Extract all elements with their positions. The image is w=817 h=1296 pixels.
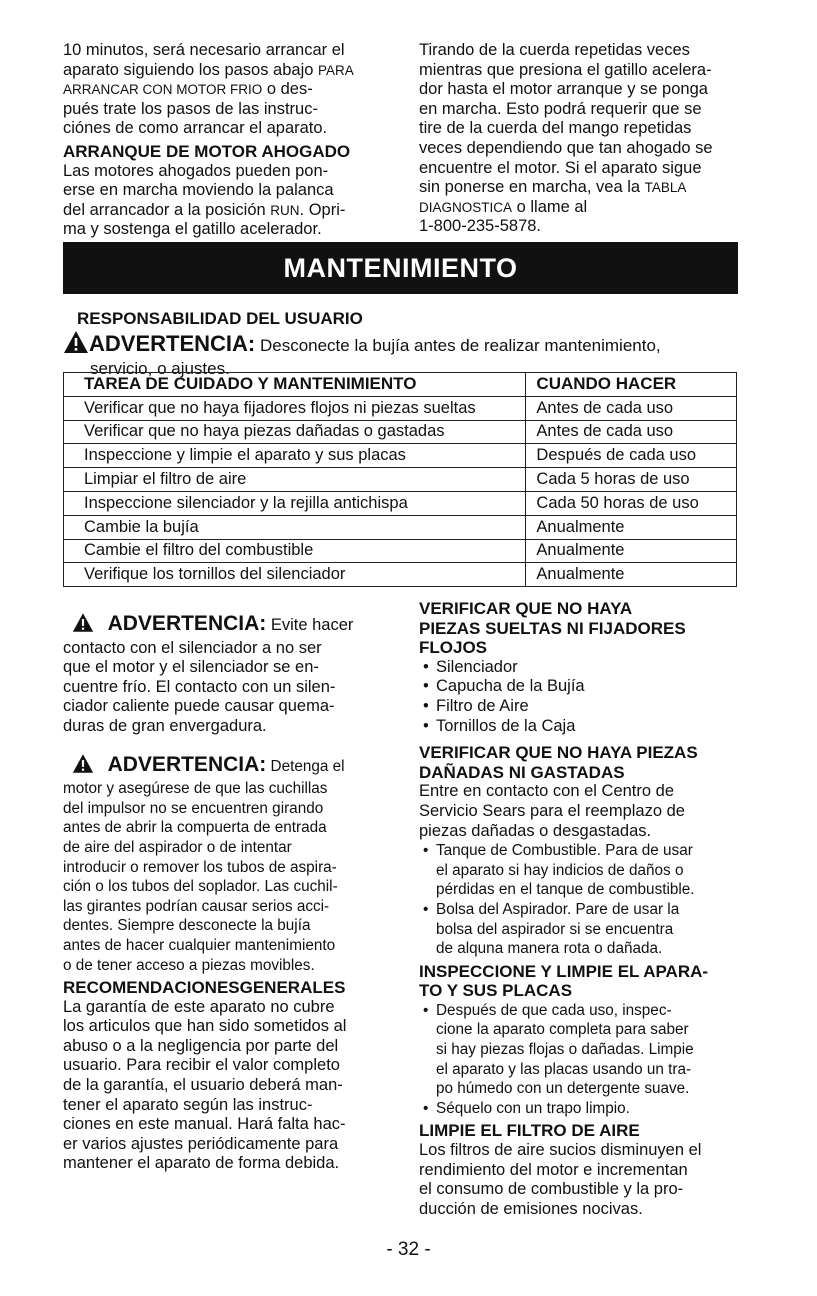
text-line: po húmedo con un detergente suave. xyxy=(436,1080,690,1098)
text-line: duras de gran envergadura. xyxy=(63,716,267,735)
when-cell: Cada 50 horas de uso xyxy=(526,491,737,515)
text-line: usuario. Para recibir el valor completo xyxy=(63,1056,340,1075)
maintenance-table xyxy=(63,372,737,587)
user-responsibility-heading: RESPONSABILIDAD DEL USUARIO xyxy=(77,309,363,328)
text-line: abuso o a la negligencia por parte del xyxy=(63,1036,339,1055)
text-line: Servicio Sears para el reemplazo de xyxy=(419,801,685,820)
text-line: que el motor y el silenciador se en- xyxy=(63,658,319,677)
table-header-row xyxy=(64,373,737,397)
text-line: ciones en este manual. Hará falta hac- xyxy=(63,1115,346,1134)
air-filter-heading: LIMPIE EL FILTRO DE AIRE xyxy=(419,1121,640,1141)
task-cell: Cambie la bujía xyxy=(64,515,526,539)
table-row xyxy=(64,491,737,515)
loose-parts-heading xyxy=(419,599,764,658)
task-cell: Inspeccione silenciador y la rejilla antichispa xyxy=(64,491,526,515)
intro-left-column xyxy=(63,41,403,240)
text-line: aparato siguiendo los pasos abajo PARA xyxy=(63,60,354,79)
text-line: introducir o remover los tubos de aspira- xyxy=(63,858,337,876)
when-cell: Después de cada uso xyxy=(526,444,737,468)
lower-right-column xyxy=(419,599,764,1219)
list-item xyxy=(419,841,764,900)
warning-muffler-body xyxy=(63,639,408,737)
text-line: cione la aparato completa para saber xyxy=(436,1021,689,1039)
text-line: ciónes de como arrancar el aparato. xyxy=(63,119,328,138)
warning-impeller: ADVERTENCIA: Detenga el xyxy=(63,753,408,780)
text-line: PIEZAS SUELTAS NI FIJADORES xyxy=(419,618,686,638)
text-line: ARRANCAR CON MOTOR FRIO o des- xyxy=(63,80,313,99)
when-cell: Cada 5 horas de uso xyxy=(526,468,737,492)
table-row xyxy=(64,444,737,468)
text-line: cuentre frío. El contacto con un silen- xyxy=(63,677,336,696)
text-line: mientras que presiona el gatillo acelera- xyxy=(419,60,712,79)
text-line: las girantes podrían causar serios acci- xyxy=(63,897,330,915)
text-line: Las motores ahogados pueden pon- xyxy=(63,161,329,180)
warning-icon xyxy=(72,612,94,639)
text-line: VERIFICAR QUE NO HAYA xyxy=(419,599,633,618)
column-header: CUANDO HACER xyxy=(526,373,737,397)
text-line: mantener el aparato de forma debida. xyxy=(63,1154,340,1173)
page-number: - 32 - xyxy=(386,1239,431,1260)
text-line: dor hasta el motor arranque y se ponga xyxy=(419,80,708,99)
text-line: sin ponerse en marcha, vea la TABLA xyxy=(419,178,687,197)
warning-disconnect: ADVERTENCIA: Desconecte la bujía antes de realizar mantenimiento, servicio, o ajustes. xyxy=(63,330,763,378)
text-line: erse en marcha moviendo la palanca xyxy=(63,181,334,200)
column-header: TAREA DE CUIDADO Y MANTENIMIENTO xyxy=(64,373,526,397)
text-line: tire de la cuerda del mango repetidas xyxy=(419,119,692,138)
table-row xyxy=(64,420,737,444)
when-cell: Antes de cada uso xyxy=(526,396,737,420)
text-line: La garantía de este aparato no cubre xyxy=(63,997,335,1016)
text-line: • Bolsa del Aspirador. Pare de usar la xyxy=(436,900,680,918)
task-cell: Limpiar el filtro de aire xyxy=(64,468,526,492)
task-cell: Inspeccione y limpie el aparato y sus placas xyxy=(64,444,526,468)
text-line: VERIFICAR QUE NO HAYA PIEZAS xyxy=(419,743,698,763)
warning-icon xyxy=(63,330,89,359)
text-line: DAÑADAS NI GASTADAS xyxy=(419,762,625,782)
text-line: motor y asegúrese de que las cuchillas xyxy=(63,780,328,798)
task-cell: Verificar que no haya fijadores flojos ni piezas sueltas xyxy=(64,396,526,420)
text-line: er varios ajustes periódicamente para xyxy=(63,1134,339,1153)
text-line: DIAGNOSTICA o llame al xyxy=(419,197,588,216)
text-line: ciador caliente puede causar quema- xyxy=(63,697,335,716)
when-cell: Antes de cada uso xyxy=(526,420,737,444)
text-line: el aparato y las placas usando un tra- xyxy=(436,1060,692,1078)
text-line: INSPECCIONE Y LIMPIE EL APARA- xyxy=(419,961,709,981)
list-item: • Capucha de la Bujía xyxy=(419,677,764,697)
text-line: ma y sostenga el gatillo acelerador. xyxy=(63,220,322,239)
warning-icon xyxy=(72,753,94,780)
text-line: pués trate los pasos de las instruc- xyxy=(63,99,318,118)
damaged-parts-list xyxy=(419,841,764,959)
text-line: bolsa del aspirador si se encuentra xyxy=(436,920,674,938)
when-cell: Anualmente xyxy=(526,539,737,563)
table-row xyxy=(64,468,737,492)
list-item: • Silenciador xyxy=(419,658,764,678)
text-line: antes de hacer cualquier mantenimiento xyxy=(63,936,336,954)
general-recommendations-body xyxy=(63,998,408,1174)
list-item: • Filtro de Aire xyxy=(419,697,764,717)
text-line: FLOJOS xyxy=(419,638,488,658)
warning-muffler: ADVERTENCIA: Evite hacer xyxy=(63,612,408,639)
table-row xyxy=(64,563,737,587)
section-banner: MANTENIMIENTO xyxy=(63,242,738,294)
text-line: ción o los tubos del soplador. Las cuchil- xyxy=(63,878,338,896)
list-item xyxy=(419,900,764,959)
text-line: tener el aparato según las instruc- xyxy=(63,1095,313,1114)
text-line: en marcha. Esto podrá requerir que se xyxy=(419,99,702,118)
text-line: ducción de emisiones nocivas. xyxy=(419,1199,643,1218)
text-line: el consumo de combustible y la pro- xyxy=(419,1180,684,1199)
intro-right-column xyxy=(419,41,764,237)
text-line: TO Y SUS PLACAS xyxy=(419,981,573,1001)
air-filter-body xyxy=(419,1141,764,1219)
text-line: dentes. Siempre desconecte la bujía xyxy=(63,917,311,935)
table-row xyxy=(64,396,737,420)
task-cell: Verifique los tornillos del silenciador xyxy=(64,563,526,587)
damaged-parts-heading xyxy=(419,743,764,782)
inspect-clean-list xyxy=(419,1001,764,1119)
text-line: veces dependiendo que tan ahogado se xyxy=(419,138,713,157)
table-row xyxy=(64,515,737,539)
list-item xyxy=(419,1099,764,1119)
task-cell: Cambie el filtro del combustible xyxy=(64,539,526,563)
text-line: o de tener acceso a piezas movibles. xyxy=(63,956,315,974)
general-recommendations-heading: RECOMENDACIONESGENERALES xyxy=(63,978,346,998)
task-cell: Verificar que no haya piezas dañadas o gastadas xyxy=(64,420,526,444)
text-line: rendimiento del motor e incrementan xyxy=(419,1160,688,1179)
flooded-engine-heading: ARRANQUE DE MOTOR AHOGADO xyxy=(63,141,351,161)
list-item: • Tornillos de la Caja xyxy=(419,717,764,737)
list-item xyxy=(419,1001,764,1099)
when-cell: Anualmente xyxy=(526,563,737,587)
text-line: • Séquelo con un trapo limpio. xyxy=(436,1099,630,1117)
text-line: del arrancador a la posición RUN. Opri- xyxy=(63,200,346,219)
text-line: piezas dañadas o desgastadas. xyxy=(419,821,652,840)
text-line: de alquna manera rota o dañada. xyxy=(436,940,663,958)
text-line: los articulos que han sido sometidos al xyxy=(63,1017,347,1036)
phone-number: 1-800-235-5878. xyxy=(419,217,542,236)
text-line: antes de abrir la compuerta de entrada xyxy=(63,819,327,837)
text-line: Los filtros de aire sucios disminuyen el xyxy=(419,1141,702,1160)
loose-parts-list xyxy=(419,658,764,736)
inspect-clean-heading xyxy=(419,962,764,1001)
damaged-parts-body xyxy=(419,782,764,841)
lower-left-column xyxy=(63,612,408,1174)
text-line: servicio, o ajustes. xyxy=(90,358,230,378)
when-cell: Anualmente xyxy=(526,515,737,539)
text-line: si hay piezas flojas o dañadas. Limpie xyxy=(436,1041,694,1059)
text-line: • Después de que cada uso, inspec- xyxy=(436,1001,672,1019)
warning-impeller-body xyxy=(63,779,408,975)
text-line: del impulsor no se encuentren girando xyxy=(63,799,324,817)
text-line: contacto con el silenciador a no ser xyxy=(63,638,322,657)
text-line: • Tanque de Combustible. Para de usar xyxy=(436,842,693,860)
text-line: encuentre el motor. Si el aparato sigue xyxy=(419,158,702,177)
table-row xyxy=(64,539,737,563)
text-line: de aire del aspirador o de intentar xyxy=(63,838,292,856)
text-line: 10 minutos, será necesario arrancar el xyxy=(63,41,345,59)
text-line: Entre en contacto con el Centro de xyxy=(419,782,674,801)
text-line: Tirando de la cuerda repetidas veces xyxy=(419,41,690,59)
text-line: el aparato si hay indicios de daños o xyxy=(436,861,684,879)
text-line: pérdidas en el tanque de combustible. xyxy=(436,881,695,899)
text-line: de la garantía, el usuario deberá man- xyxy=(63,1076,343,1095)
